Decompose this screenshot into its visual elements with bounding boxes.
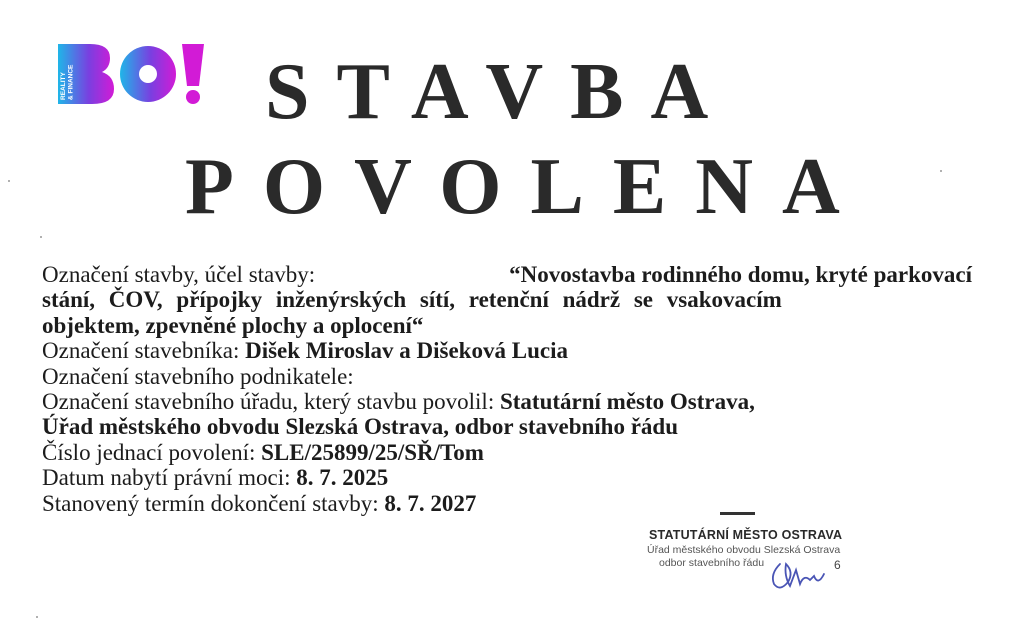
purpose-value-1: “Novostavba rodinného domu, kryté parkovací (509, 262, 972, 287)
permit-label: Číslo jednací povolení: (42, 439, 256, 465)
contractor-label: Označení stavebního podnikatele: (42, 363, 354, 389)
permit-number: SLE/25899/25/SŘ/Tom (261, 439, 484, 465)
svg-text:REALITY: REALITY (60, 72, 67, 100)
stamp-department: odbor stavebního řádu (659, 557, 765, 569)
purpose-value-3: objektem, zpevněné plochy a oplocení“ (42, 312, 424, 338)
effective-date: 8. 7. 2025 (296, 465, 389, 491)
purpose-label: Označení stavby, účel stavby: (42, 262, 316, 287)
office-value-2: Úřad městského obvodu Slezská Ostrava, odbor stavebního řádu (42, 414, 679, 440)
builder-value: Dišek Miroslav a Dišeková Lucia (245, 338, 568, 364)
office-label: Označení stavebního úřadu, který stavbu povolil: (42, 389, 495, 415)
office-value-1: Statutární město Ostrava, (499, 389, 755, 415)
stamp-number: 6 (834, 558, 841, 572)
svg-text:& FINANCE: & FINANCE (67, 64, 75, 100)
office-line-1 (42, 389, 972, 414)
completion-label: Stanovený termín dokončení stavby: (42, 490, 379, 516)
permit-details (42, 262, 972, 516)
title-line-2: POVOLENA (185, 143, 869, 231)
paper-speck (8, 180, 10, 182)
stamp-mark (720, 512, 755, 515)
stamp-city: STATUTÁRNÍ MĚSTO OSTRAVA (649, 528, 843, 542)
effective-date-line (42, 465, 972, 490)
purpose-line-1 (42, 262, 972, 287)
stamp-office: Úřad městského obvodu Slezská Ostrava (647, 544, 841, 556)
bo-reality-logo (58, 44, 208, 104)
builder-line (42, 338, 972, 363)
signature (768, 556, 838, 592)
permit-line (42, 440, 972, 465)
paper-speck (40, 236, 42, 238)
title-line-1: STAVBA (265, 48, 736, 136)
purpose-value-2: stání, ČOV, přípojky inženýrských sítí, retenční nádrž se vsakovacím (42, 287, 782, 313)
builder-label: Označení stavebníka: (42, 338, 240, 364)
paper-speck (36, 616, 38, 618)
paper-speck (940, 170, 942, 172)
effective-label: Datum nabytí právní moci: (42, 465, 291, 491)
logo-graphic (58, 44, 208, 104)
completion-date: 8. 7. 2027 (384, 490, 477, 516)
